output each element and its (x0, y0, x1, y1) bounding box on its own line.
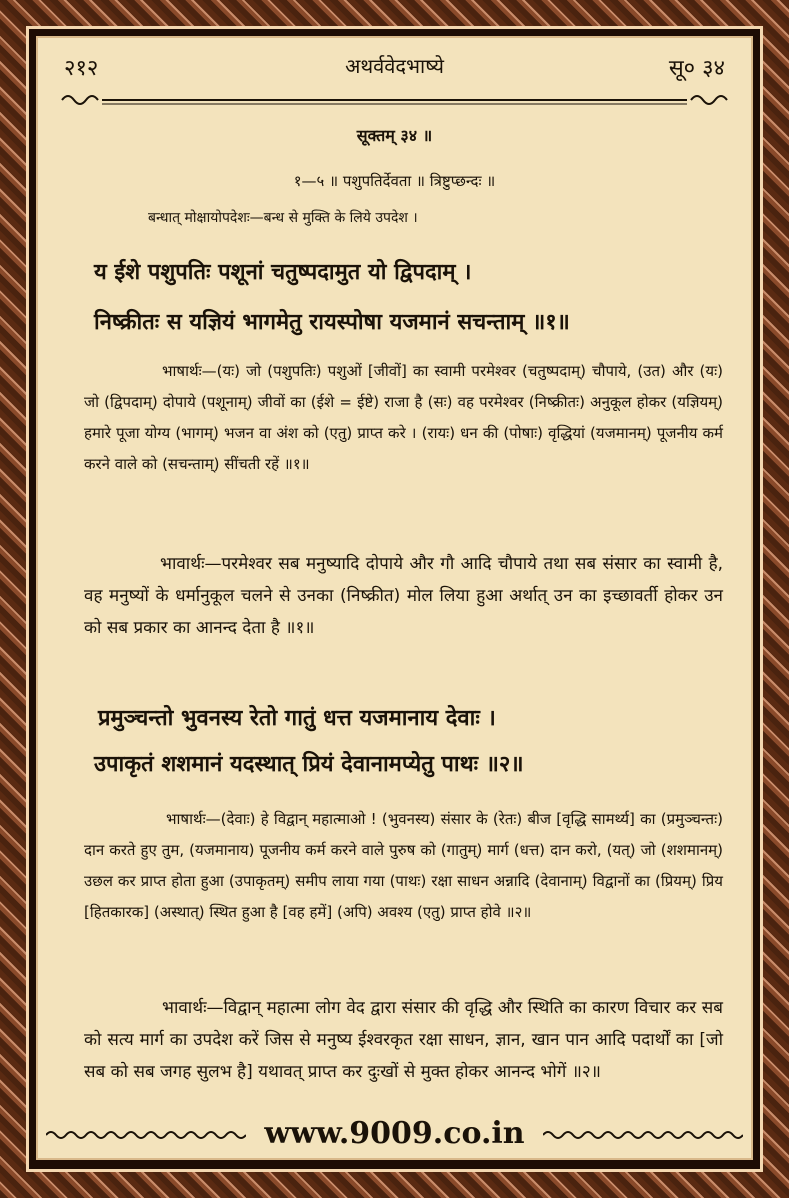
mantra-2-line-2: उपाकृतं शशमानं यदस्थात् प्रियं देवानामप्येतु पाथः ॥२॥ (94, 752, 524, 777)
website-url: www.9009.co.in (264, 1116, 525, 1151)
subject-line: बन्धात् मोक्षायोपदेशः—बन्ध से मुक्ति के लिये उपदेश । (148, 210, 418, 226)
sukta-reference: सू० ३४ (668, 56, 725, 81)
page-header (64, 52, 725, 86)
page-footer (36, 1116, 753, 1152)
book-title: अथर्ववेदभाष्ये (345, 54, 444, 78)
book-page (36, 36, 753, 1160)
mantra-1-line-2: निष्क्रीतः स यज्ञियं भागमेतु रायस्पोषा यजमानं सचन्ताम् ॥१॥ (94, 310, 570, 335)
mantra-2-bhavartha: भावार्थः—विद्वान् महात्मा लोग वेद द्वारा संसार की वृद्धि और स्थिति का कारण विचार कर सब को सत्य मार्ग का उपदेश करें जिस से मनुष्य ईश्वरकृत रक्षा साधन, ज्ञान, खान पान आदि पदार्थों का [जो सब को सब जगह सुलभ है] यथावत् प्राप्त कर दुःखों से मुक्त होकर आनन्द भोगें ॥२॥ (84, 998, 723, 1082)
mantra-1-line-1: य ईशे पशुपतिः पशूनां चतुष्पदामुत यो द्विपदाम् । (94, 260, 472, 285)
mantra-2-line-1: प्रमुञ्चन्तो भुवनस्य रेतो गातुं धत्त यजमानाय देवाः । (98, 706, 496, 731)
devata-line: १—५ ॥ पशुपतिर्देवता ॥ त्रिष्टुप्छन्दः ॥ (293, 172, 496, 190)
sukta-title: सूक्तम् ३४ ॥ (356, 126, 433, 145)
footer-ornament-right (543, 1130, 743, 1140)
header-ornament-rule (58, 92, 731, 108)
mantra-1-bhavartha: भावार्थः—परमेश्वर सब मनुष्यादि दोपाये और गौ आदि चौपाये तथा सब संसार का स्वामी है, वह मनुष्यों के धर्मानुकूल चलने से उनका (निष्क्रीत) मोल लिया हुआ अर्थात् उन का इच्छावर्ती होकर उन को सब प्रकार का आनन्द देता है ॥१॥ (84, 554, 723, 638)
page-number: २१२ (64, 56, 99, 81)
mantra-1-bhashartha: भाषार्थः—(यः) जो (पशुपतिः) पशुओं [जीवों] का स्वामी परमेश्वर (चतुष्पदाम्) चौपाये, (उत) और (यः) जो (द्विपदाम्) दोपाये (पशूनाम्) जीवों का (ईशे = ईष्टे) राजा है (सः) वह परमेश्वर (निष्क्रीतः) अनुकूल होकर (यज्ञियम्) हमारे पूजा योग्य (भागम्) भजन वा अंश को (एतु) प्राप्त करे । (रायः) धन की (पोषाः) वृद्धियां (यजमानम्) पूजनीय कर्म करने वाले को (सचन्ताम्) सींचती रहें ॥१॥ (84, 362, 723, 473)
mantra-2-bhashartha: भाषार्थः—(देवाः) हे विद्वान् महात्माओ ! (भुवनस्य) संसार के (रेतः) बीज [वृद्धि सामर्थ्य] का (प्रमुञ्चन्तः) दान करते हुए तुम, (यजमानाय) पूजनीय कर्म करने वाले पुरुष को (गातुम्) मार्ग (धत्त) दान करो, (यत्) जो (शशमानम्) उछल कर प्राप्त होता हुआ (उपाकृतम्) समीप लाया गया (पाथः) रक्षा साधन अन्नादि (देवानाम्) विद्वानों का (प्रियम्) प्रिय [हितकारक] (अस्थात्) स्थित हुआ है [वह हमें] (अपि) अवश्य (एतु) प्राप्त होवे ॥२॥ (84, 810, 723, 921)
